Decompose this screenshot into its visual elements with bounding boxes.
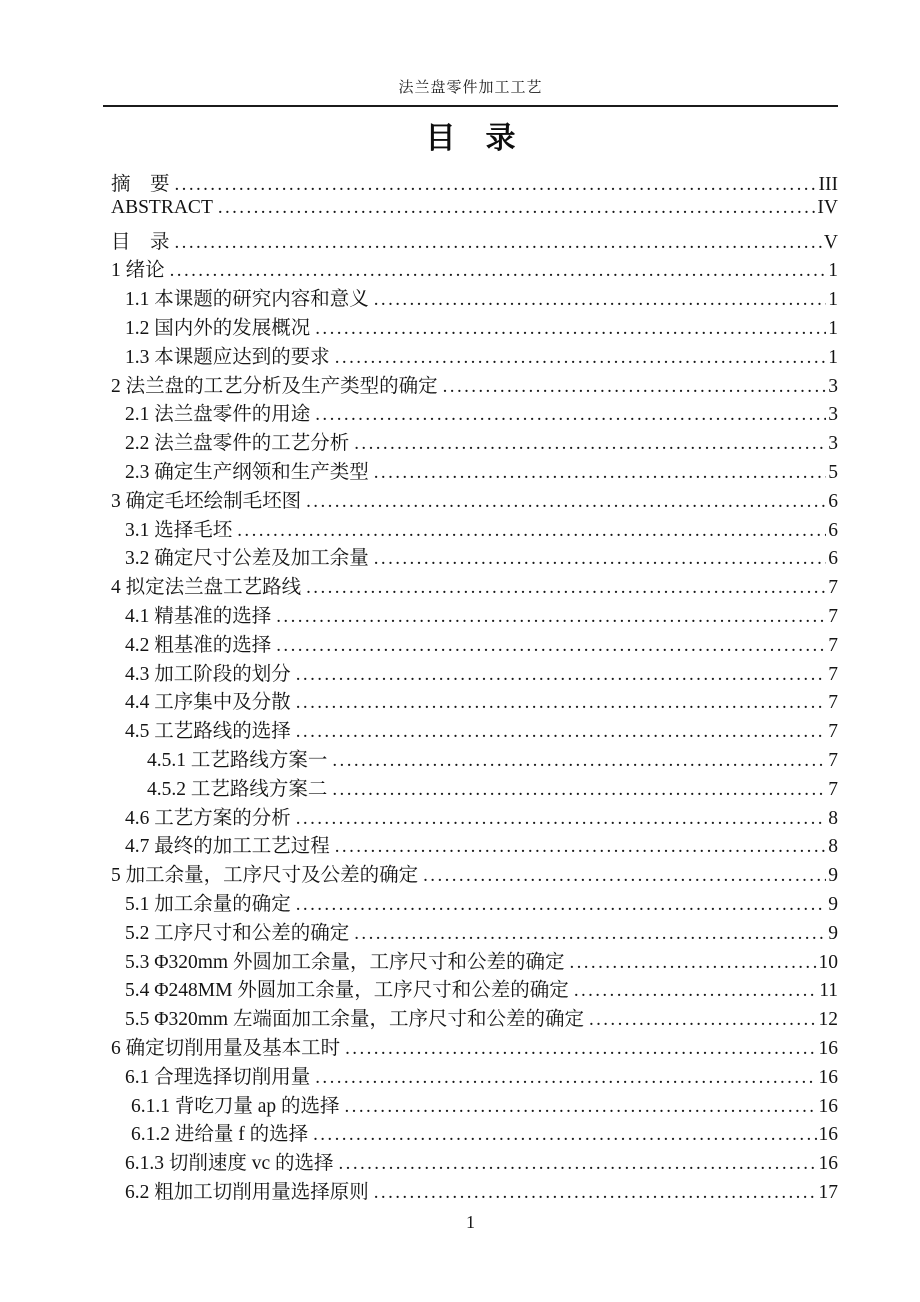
toc-entry-page: IV [817,196,838,218]
toc-entry-label: 4 拟定法兰盘工艺路线 [111,577,302,599]
toc-entry [103,283,838,312]
toc-entry [103,1061,838,1090]
toc-entry-label: 2.1 法兰盘零件的用途 [125,404,311,426]
dot-leader [170,260,827,282]
toc-entry-label: 2 法兰盘的工艺分析及生产类型的确定 [111,375,438,397]
toc-entry-label: 4.6 工艺方案的分析 [125,807,291,829]
toc-entry [103,888,838,917]
toc-entry [103,1176,838,1205]
toc-entry-page: 12 [818,1009,838,1031]
toc-entry-label: 3 确定毛坯绘制毛坯图 [111,490,302,512]
toc-entry-page: 7 [828,692,838,714]
toc-entry-page: 9 [828,893,838,915]
toc-entry-page: 16 [818,1037,838,1059]
toc-entry-page: 1 [828,346,838,368]
toc-entry-page: 7 [828,634,838,656]
toc-entry [103,859,838,888]
dot-leader [345,1038,816,1060]
toc-entry [103,542,838,571]
toc-entry-label: ABSTRACT [111,196,213,218]
dot-leader [276,606,826,628]
toc-entry-label: 4.5.2 工艺路线方案二 [147,778,328,800]
toc-entry-label: 5.4 Φ248MM 外圆加工余量，工序尺寸和公差的确定 [125,980,569,1002]
dot-leader [354,923,826,945]
dot-leader [374,462,826,484]
toc-entry-label: 4.1 精基准的选择 [125,605,272,627]
toc-entry-label: 摘 要 [111,174,170,195]
toc-entry-page: 16 [818,1095,838,1117]
toc-entry-page: 7 [828,663,838,685]
dot-leader [332,779,826,801]
dot-leader [296,692,826,714]
toc-entry-page: 7 [828,605,838,627]
toc-entry-page: 3 [828,375,838,397]
toc-entry-label: 3.2 确定尺寸公差及加工余量 [125,548,369,570]
toc-entry-label: 2.2 法兰盘零件的工艺分析 [125,433,350,455]
page-number-footer: 1 [466,1211,475,1232]
toc-entry-label: 4.2 粗基准的选择 [125,634,272,656]
toc-entry-page: 1 [828,317,838,339]
toc-entry-page: 3 [828,404,838,426]
toc-entry-page: 10 [818,951,838,973]
dot-leader [218,197,816,219]
document-page [103,0,838,1233]
toc-entry [103,571,838,600]
toc-entry-label: 4.7 最终的加工工艺过程 [125,836,330,858]
toc-entry [103,773,838,802]
toc-entry-label: 6.1 合理选择切削用量 [125,1066,311,1088]
dot-leader [296,721,826,743]
dot-leader [354,433,826,455]
header-rule [103,105,838,107]
dot-leader [315,318,826,340]
toc-entry [103,168,838,197]
toc-entry [103,974,838,1003]
toc-entry-page: 7 [828,749,838,771]
toc-entry-label: 4.4 工序集中及分散 [125,692,291,714]
toc-entry-label: 4.5.1 工艺路线方案一 [147,749,328,771]
dot-leader [423,865,826,887]
toc-entry [103,744,838,773]
running-title: 法兰盘零件加工工艺 [398,80,543,96]
dot-leader [443,376,827,398]
toc-entry [103,802,838,831]
toc-entry [103,485,838,514]
toc-entry-page: 9 [828,922,838,944]
toc-entry-label: 5.2 工序尺寸和公差的确定 [125,922,350,944]
toc-entry-label: 5.1 加工余量的确定 [125,893,291,915]
toc-entry-label: 1.1 本课题的研究内容和意义 [125,289,369,311]
toc-entry-label: 5 加工余量，工序尺寸及公差的确定 [111,865,419,887]
toc-entry [103,1003,838,1032]
dot-leader [332,750,826,772]
toc-entry [103,197,838,226]
toc-entry [103,658,838,687]
toc-entry-page: 16 [818,1124,838,1146]
dot-leader [306,491,826,513]
toc-entry [103,427,838,456]
dot-leader [569,952,816,974]
dot-leader [574,980,817,1002]
toc-entry-page: 8 [828,836,838,858]
toc-entry-label: 1 绪论 [111,260,165,282]
toc-entry-page: 16 [818,1066,838,1088]
toc-entry [103,312,838,341]
toc-entry [103,1147,838,1176]
toc-entry [103,600,838,629]
toc-entry-page: 1 [828,260,838,282]
toc-list [103,168,838,1205]
toc-entry-label: 6.1.3 切削速度 vc 的选择 [125,1153,334,1175]
toc-entry-label: 5.5 Φ320mm 左端面加工余量，工序尺寸和公差的确定 [125,1009,584,1031]
dot-leader [276,635,826,657]
toc-entry [103,456,838,485]
toc-entry [103,917,838,946]
dot-leader [175,174,817,196]
toc-entry-page: 7 [828,577,838,599]
toc-entry [103,398,838,427]
dot-leader [296,808,826,830]
dot-leader [296,664,826,686]
dot-leader [589,1009,817,1031]
toc-entry-label: 1.3 本课题应达到的要求 [125,346,330,368]
dot-leader [313,1124,816,1146]
dot-leader [374,289,826,311]
dot-leader [175,232,822,254]
toc-entry-label: 6.1.1 背吃刀量 ap 的选择 [131,1095,340,1117]
dot-leader [335,836,826,858]
toc-entry-page: 6 [828,519,838,541]
dot-leader [296,894,826,916]
toc-entry-page: 7 [828,721,838,743]
dot-leader [335,347,826,369]
toc-entry-label: 3.1 选择毛坯 [125,519,233,541]
toc-entry-label: 4.5 工艺路线的选择 [125,721,291,743]
toc-entry-page: 7 [828,778,838,800]
toc-entry [103,1118,838,1147]
toc-entry-page: III [818,174,838,195]
toc-entry [103,514,838,543]
toc-entry-page: 17 [818,1181,838,1203]
toc-entry [103,686,838,715]
toc-entry [103,830,838,859]
toc-entry-page: 5 [828,461,838,483]
toc-entry [103,715,838,744]
toc-entry-label: 2.3 确定生产纲领和生产类型 [125,461,369,483]
dot-leader [315,1067,816,1089]
toc-entry-page: 1 [828,289,838,311]
dot-leader [345,1096,817,1118]
toc-entry [103,254,838,283]
toc-entry-page: 8 [828,807,838,829]
dot-leader [374,1182,817,1204]
dot-leader [237,520,826,542]
toc-entry-label: 目 录 [111,231,170,253]
toc-entry-page: 11 [819,980,838,1002]
toc-entry [103,370,838,399]
toc-entry-page: 3 [828,433,838,455]
toc-entry [103,1032,838,1061]
toc-entry [103,946,838,975]
toc-entry-label: 6.2 粗加工切削用量选择原则 [125,1181,369,1203]
toc-entry-page: 9 [828,865,838,887]
dot-leader [339,1153,817,1175]
toc-entry-label: 6.1.2 进给量 f 的选择 [131,1124,309,1146]
toc-entry-page: 6 [828,490,838,512]
toc-entry-page: 16 [818,1153,838,1175]
toc-entry-label: 4.3 加工阶段的划分 [125,663,291,685]
toc-entry [103,226,838,255]
toc-entry [103,629,838,658]
toc-entry [103,341,838,370]
toc-entry-label: 5.3 Φ320mm 外圆加工余量，工序尺寸和公差的确定 [125,951,565,973]
toc-entry-page: V [823,231,838,253]
toc-entry [103,1090,838,1119]
dot-leader [306,577,826,599]
toc-entry-page: 6 [828,548,838,570]
dot-leader [315,404,826,426]
toc-entry-label: 6 确定切削用量及基本工时 [111,1037,341,1059]
page-title: 目 录 [425,122,516,155]
dot-leader [374,548,826,570]
toc-entry-label: 1.2 国内外的发展概况 [125,317,311,339]
